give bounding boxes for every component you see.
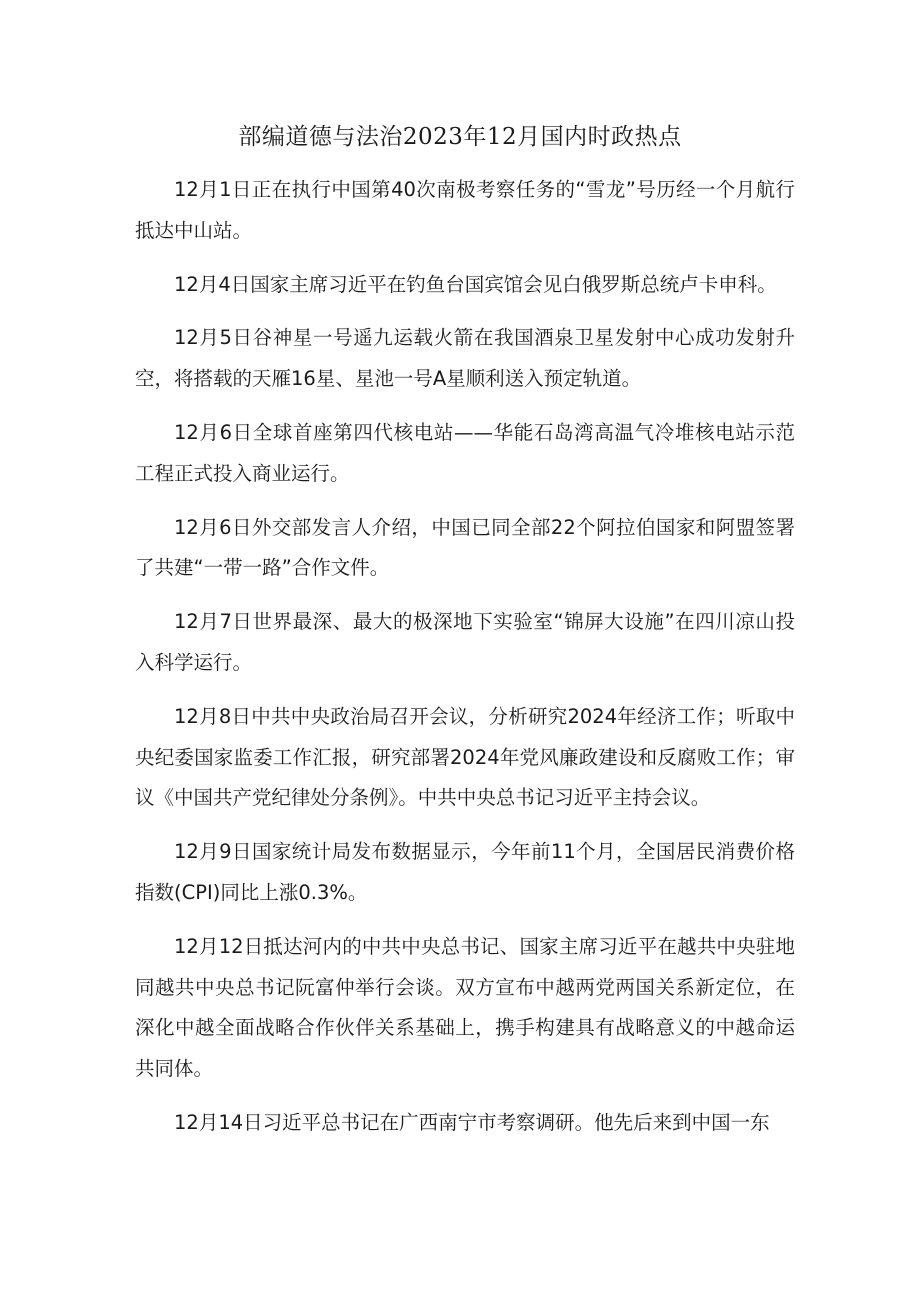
news-paragraph: 12月14日习近平总书记在广西南宁市考察调研。他先后来到中国一东 bbox=[174, 1110, 770, 1134]
news-paragraph: 12月6日全球首座第四代核电站——华能石岛湾高温气冷堆核电站示范工程正式投入商业运行。 bbox=[135, 420, 795, 485]
news-paragraph: 12月4日国家主席习近平在钓鱼台国宾馆会见白俄罗斯总统卢卡申科。 bbox=[174, 272, 777, 296]
document-body bbox=[135, 170, 795, 1157]
news-paragraph: 12月7日世界最深、最大的极深地下实验室“锦屏大设施”在四川凉山投入科学运行。 bbox=[135, 610, 795, 674]
document-title: 部编道德与法治2023年12月国内时政热点 bbox=[238, 124, 682, 150]
news-paragraph: 12月9日国家统计局发布数据显示，今年前11个月，全国居民消费价格指数(CPI)同比上涨0.3%。 bbox=[135, 840, 795, 904]
news-paragraph: 12月5日谷神星一号遥九运载火箭在我国酒泉卫星发射中心成功发射升空，将搭载的天雁16星、星池一号A星顺利送入预定轨道。 bbox=[135, 326, 795, 391]
news-paragraph: 12月12日抵达河内的中共中央总书记、国家主席习近平在越共中央驻地同越共中央总书记阮富仲举行会谈。双方宣布中越两党两国关系新定位，在深化中越全面战略合作伙伴关系基础上，携手构建具有战略意义的中越命运共同体。 bbox=[135, 934, 795, 1081]
news-paragraph: 12月1日正在执行中国第40次南极考察任务的“雪龙”号历经一个月航行抵达中山站。 bbox=[135, 178, 795, 242]
news-paragraph: 12月8日中共中央政治局召开会议，分析研究2024年经济工作；听取中央纪委国家监委工作汇报，研究部署2024年党风廉政建设和反腐败工作；审议《中国共产党纪律处分条例》。中共中央总书记习近平主持会议。 bbox=[135, 704, 795, 810]
news-paragraph: 12月6日外交部发言人介绍，中国已同全部22个阿拉伯国家和阿盟签署了共建“一带一路”合作文件。 bbox=[135, 515, 795, 580]
